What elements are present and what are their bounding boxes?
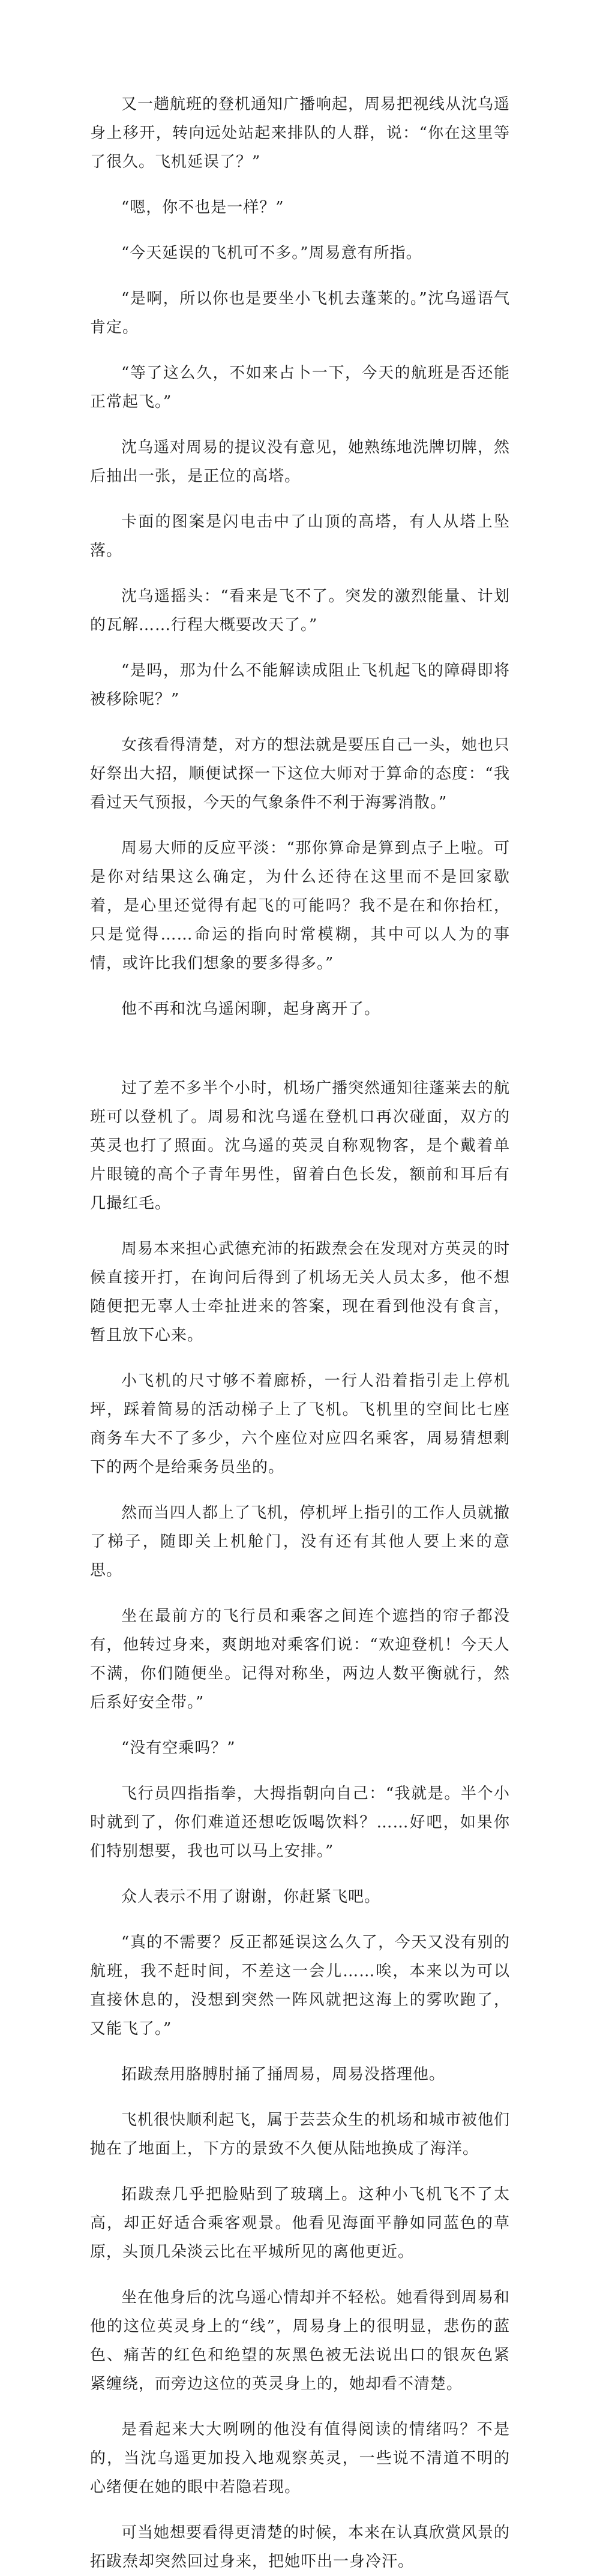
paragraph: 又一趟航班的登机通知广播响起，周易把视线从沈乌遥身上移开，转向远处站起来排队的人群，说：“你在这里等了很久。飞机延误了？” — [90, 95, 511, 171]
section-break — [90, 1040, 510, 1074]
paragraph: 然而当四人都上了飞机，停机坪上指引的工作人员就撤了梯子，随即关上机舱门，没有还有其他人要上来的意思。 — [90, 1504, 511, 1580]
paragraph: 拓跋焘用胳膊肘捅了捅周易，周易没搭理他。 — [121, 2065, 446, 2083]
paragraph: 是看起来大大咧咧的他没有值得阅读的情绪吗？不是的，当沈乌遥更加投入地观察英灵，一些说不清道不明的心绪便在她的眼中若隐若现。 — [90, 2421, 510, 2496]
section-1 — [90, 90, 510, 1023]
paragraph: 众人表示不用了谢谢，你赶紧飞吧。 — [121, 1888, 381, 1906]
paragraph: 过了差不多半个小时，机场广播突然通知往蓬莱去的航班可以登机了。周易和沈乌遥在登机口再次碰面，双方的英灵也打了照面。沈乌遥的英灵自称观物客，是个戴着单片眼镜的高个子青年男性，留着白色长发，额前和耳后有几撮红毛。 — [90, 1079, 511, 1212]
paragraph: “真的不需要？反正都延误这么久了，今天又没有别的航班，我不赶时间，不差这一会儿……唉，本来以为可以直接休息的，没想到突然一阵风就把这海上的雾吹跑了，又能飞了。” — [90, 1933, 510, 2038]
paragraph: 女孩看得清楚，对方的想法就是要压自己一头，她也只好祭出大招，顺便试探一下这位大师对于算命的态度：“我看过天气预报，今天的气象条件不利于海雾消散。” — [90, 736, 511, 812]
paragraph: “没有空乘吗？” — [121, 1739, 236, 1757]
paragraph: 周易大师的反应平淡：“那你算命是算到点子上啦。可是你对结果这么确定，为什么还待在这里而不是回家歇着，是心里还觉得有起飞的可能吗？我不是在和你抬杠，只是觉得……命运的指向时常模糊，其中可以人为的事情，或许比我们想象的要多得多。” — [90, 839, 510, 972]
paragraph: 可当她想要看得更清楚的时候，本来在认真欣赏风景的拓跋焘却突然回过身来，把她吓出一身冷汗。 — [90, 2524, 511, 2571]
paragraph: “是啊，所以你也是要坐小飞机去蓬莱的。”沈乌遥语气肯定。 — [90, 290, 510, 337]
paragraph: 小飞机的尺寸够不着廊桥，一行人沿着指引走上停机坪，踩着简易的活动梯子上了飞机。飞机里的空间比七座商务车大不了多少，六个座位对应四名乘客，周易猜想剩下的两个是给乘务员坐的。 — [90, 1372, 510, 1476]
paragraph: 周易本来担心武德充沛的拓跋焘会在发现对方英灵的时候直接开打，在询问后得到了机场无关人员太多，他不想随便把无辜人士牵扯进来的答案，现在看到他没有食言，暂且放下心来。 — [90, 1240, 511, 1344]
paragraph: 卡面的图案是闪电击中了山顶的高塔，有人从塔上坠落。 — [90, 513, 510, 560]
paragraph: “今天延误的飞机可不多。”周易意有所指。 — [121, 244, 422, 262]
paragraph: “是吗，那为什么不能解读成阻止飞机起飞的障碍即将被移除呢？” — [90, 662, 510, 708]
paragraph: “等了这么久，不如来占卜一下，今天的航班是否还能正常起飞。” — [90, 364, 510, 411]
paragraph: 拓跋焘几乎把脸贴到了玻璃上。这种小飞机飞不了太高，却正好适合乘客观景。他看见海面平静如同蓝色的草原，头顶几朵淡云比在平城所见的离他更近。 — [90, 2185, 510, 2261]
section-2 — [90, 1074, 510, 2576]
paragraph: 坐在他身后的沈乌遥心情却并不轻松。她看得到周易和他的这位英灵身上的“线”，周易身上的很明显，悲伤的蓝色、痛苦的红色和绝望的灰黑色被无法说出口的银灰色紧紧缠绕，而旁边这位的英灵身上的，她却看不清楚。 — [90, 2289, 511, 2393]
paragraph: 飞行员四指指拳，大拇指朝向自己：“我就是。半个小时就到了，你们难道还想吃饭喝饮料？……好吧，如果你们特别想要，我也可以马上安排。” — [90, 1785, 510, 1860]
paragraph: 他不再和沈乌遥闲聊，起身离开了。 — [121, 1000, 381, 1018]
paragraph: “嗯，你不也是一样？” — [121, 199, 284, 217]
paragraph: 坐在最前方的飞行员和乘客之间连个遮挡的帘子都没有，他转过身来，爽朗地对乘客们说：“欢迎登机！今天人不满，你们随便坐。记得对称坐，两边人数平衡就行，然后系好安全带。” — [90, 1607, 510, 1712]
paragraph: 飞机很快顺利起飞，属于芸芸众生的机场和城市被他们抛在了地面上，下方的景致不久便从陆地换成了海洋。 — [90, 2111, 511, 2158]
paragraph: 沈乌遥摇头：“看来是飞不了。突发的激烈能量、计划的瓦解……行程大概要改天了。” — [90, 587, 510, 634]
paragraph: 沈乌遥对周易的提议没有意见，她熟练地洗牌切牌，然后抽出一张，是正位的高塔。 — [90, 439, 511, 485]
